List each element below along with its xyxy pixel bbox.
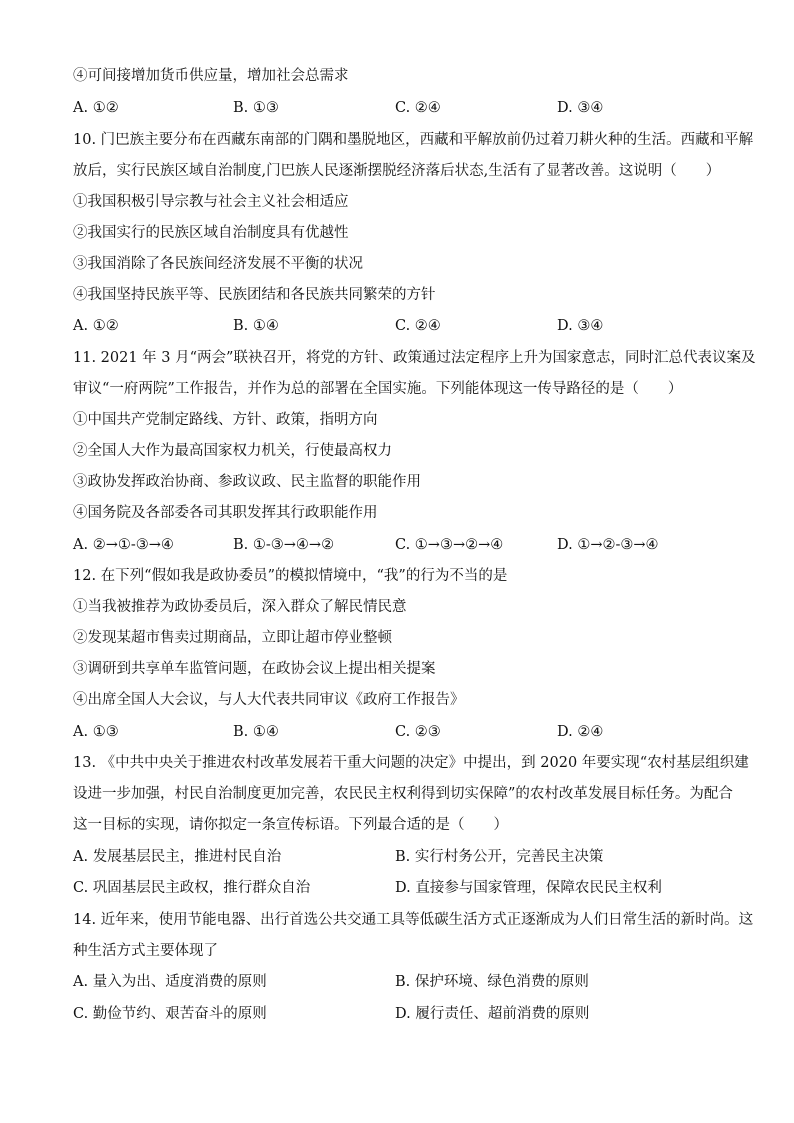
q12-stem: 12. 在下列“假如我是政协委员”的模拟情境中，“我”的行为不当的是 [73,568,508,584]
q14-option-c[interactable]: C. 勤俭节约、艰苦奋斗的原则 [73,1006,267,1022]
q12-options [73,722,733,742]
q10-statement-4: ④我国坚持民族平等、民族团结和各民族共同繁荣的方针 [73,287,436,303]
q10-stem-line-2: 放后，实行民族区域自治制度,门巴族人民逐渐摆脱经济落后状态,生活有了显著改善。这说明（ ） [73,163,721,179]
q12-statement-3: ③调研到共享单车监管问题，在政协会议上提出相关提案 [73,661,436,677]
q12-option-d[interactable]: D. ②④ [557,724,604,740]
q10-option-d[interactable]: D. ③④ [557,318,604,334]
q9-option-d[interactable]: D. ③④ [557,100,604,116]
q14-option-b[interactable]: B. 保护环境、绿色消费的原则 [395,974,589,990]
q9-option-c[interactable]: C. ②④ [395,100,441,116]
q11-statement-4: ④国务院及各部委各司其职发挥其行政职能作用 [73,505,378,521]
q13-option-b[interactable]: B. 实行村务公开，完善民主决策 [395,849,604,865]
q11-option-a[interactable]: A. ②→①-③→④ [73,537,174,553]
q13-option-d[interactable]: D. 直接参与国家管理，保障农民民主权利 [395,880,662,896]
q9-option-a[interactable]: A. ①② [73,100,119,116]
q10-statement-2: ②我国实行的民族区域自治制度具有优越性 [73,225,349,241]
q10-option-a[interactable]: A. ①② [73,318,119,334]
q14-option-d[interactable]: D. 履行责任、超前消费的原则 [395,1006,590,1022]
q13-stem-line-1: 13. 《中共中央关于推进农村改革发展若干重大问题的决定》中提出，到 2020 年要实现“农村基层组织建 [73,755,749,771]
q12-option-a[interactable]: A. ①③ [73,724,119,740]
q10-option-b[interactable]: B. ①④ [233,318,279,334]
q13-stem-line-3: 这一目标的实现，请你拟定一条宣传标语。下列最合适的是（ ） [73,817,508,833]
q10-statement-1: ①我国积极引导宗教与社会主义社会相适应 [73,194,349,210]
q14-options-row-2 [73,1004,733,1024]
q11-stem-line-2: 审议“一府两院”工作报告，并作为总的部署在全国实施。下列能体现这一传导路径的是（ ） [73,381,683,397]
q12-statement-4: ④出席全国人大会议，与人大代表共同审议《政府工作报告》 [73,692,465,708]
q10-options [73,316,733,336]
q10-stem-line-1: 10. 门巴族主要分布在西藏东南部的门隅和墨脱地区，西藏和平解放前仍过着刀耕火种的生活。西藏和平解 [73,132,754,148]
q11-option-c[interactable]: C. ①→③→②→④ [395,537,504,553]
q11-options [73,535,733,555]
q13-option-c[interactable]: C. 巩固基层民主政权，推行群众自治 [73,880,311,896]
q14-option-a[interactable]: A. 量入为出、适度消费的原则 [73,974,267,990]
q9-options [73,98,733,118]
q9-statement-4: ④可间接增加货币供应量，增加社会总需求 [73,68,349,84]
q14-stem-line-2: 种生活方式主要体现了 [73,943,218,959]
q11-option-d[interactable]: D. ①→②-③→④ [557,537,659,553]
q12-option-b[interactable]: B. ①④ [233,724,279,740]
q13-options-row-1 [73,847,733,867]
q11-stem-line-1: 11. 2021 年 3 月“两会”联袂召开，将党的方针、政策通过法定程序上升为国家意志，同时汇总代表议案及 [73,350,756,366]
q10-option-c[interactable]: C. ②④ [395,318,441,334]
q11-statement-2: ②全国人大作为最高国家权力机关，行使最高权力 [73,443,392,459]
q13-stem-line-2: 设进一步加强，村民自治制度更加完善，农民民主权利得到切实保障”的农村改革发展目标任务。为配合 [73,786,733,802]
q14-stem-line-1: 14. 近年来，使用节能电器、出行首选公共交通工具等低碳生活方式正逐渐成为人们日常生活的新时尚。这 [73,912,754,928]
q12-statement-2: ②发现某超市售卖过期商品，立即让超市停业整顿 [73,630,392,646]
q12-option-c[interactable]: C. ②③ [395,724,441,740]
q11-statement-1: ①中国共产党制定路线、方针、政策，指明方向 [73,412,378,428]
q13-option-a[interactable]: A. 发展基层民主，推进村民自治 [73,849,282,865]
q13-options-row-2 [73,878,733,898]
q9-option-b[interactable]: B. ①③ [233,100,279,116]
q12-statement-1: ①当我被推荐为政协委员后，深入群众了解民情民意 [73,599,407,615]
q10-statement-3: ③我国消除了各民族间经济发展不平衡的状况 [73,256,363,272]
q11-option-b[interactable]: B. ①-③→④→② [233,537,335,553]
q14-options-row-1 [73,972,733,992]
q11-statement-3: ③政协发挥政治协商、参政议政、民主监督的职能作用 [73,474,421,490]
